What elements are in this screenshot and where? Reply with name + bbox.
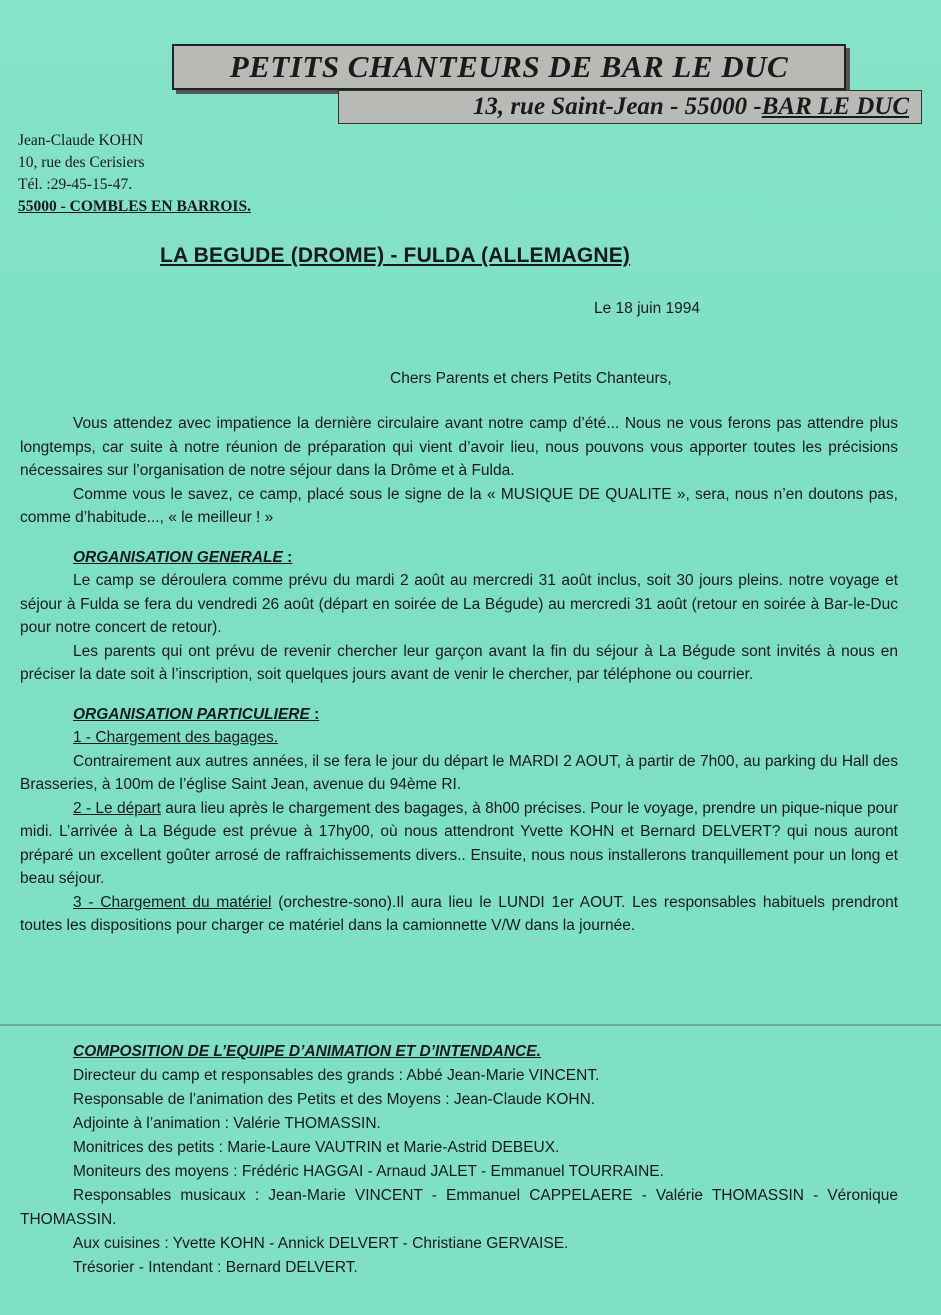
team-composition — [20, 1040, 898, 1280]
item-2-title: 2 - Le départ — [73, 799, 161, 817]
general-heading-colon: : — [282, 548, 293, 566]
item-3-text: (orchestre-sono).Il aura lieu le LUNDI 1er AOUT. Les responsables habituels prendront toutes les dispositions pour charger ce matériel dans la camionnette V/W dans la journée. — [20, 893, 899, 934]
sender-phone: Tél. :29-45-15-47. — [18, 176, 133, 193]
item-3-title: 3 - Chargement du matériel — [73, 893, 272, 911]
sender-city: 55000 - COMBLES EN BARROIS. — [18, 198, 251, 215]
particular-heading-text: ORGANISATION PARTICULIERE — [73, 705, 310, 723]
particular-heading-colon: : — [309, 705, 320, 723]
sender-street: 10, rue des Cerisiers — [18, 154, 145, 171]
team-line: Directeur du camp et responsables des grands : Abbé Jean-Marie VINCENT. — [73, 1067, 600, 1084]
general-paragraph: Le camp se déroulera comme prévu du mardi 2 août au mercredi 31 août inclus, soit 30 jours pleins. notre voyage et séjour à Fulda se fera du vendredi 26 août (départ en soirée de La Bégude) au mercredi 31 août (retour en soirée à Bar-le-Duc pour notre concert de retour). — [20, 572, 898, 636]
letterhead-title: PETITS CHANTEURS DE BAR LE DUC — [229, 49, 789, 84]
team-line: Moniteurs des moyens : Frédéric HAGGAI - Arnaud JALET - Emmanuel TOURRAINE. — [73, 1163, 664, 1180]
general-paragraph: Les parents qui ont prévu de revenir chercher leur garçon avant la fin du séjour à La Bégude sont invités à nous en préciser la date soit à l’inscription, soit quelques jours avant de venir le chercher, par téléphone ou courrier. — [20, 642, 898, 683]
intro-paragraph: Comme vous le savez, ce camp, placé sous le signe de la « MUSIQUE DE QUALITE », sera, nous n’en doutons pas, comme d’habitude..., « le meilleur ! » — [20, 485, 898, 526]
item-2 — [20, 797, 898, 891]
team-line: Monitrices des petits : Marie-Laure VAUTRIN et Marie-Astrid DEBEUX. — [73, 1139, 560, 1156]
team-line: Adjointe à l’animation : Valérie THOMASSIN. — [73, 1115, 381, 1132]
item-3 — [20, 891, 898, 938]
team-line: Trésorier - Intendant : Bernard DELVERT. — [73, 1259, 358, 1276]
letter-body — [20, 412, 898, 938]
letterhead-address: 13, rue Saint-Jean - 55000 - — [472, 93, 762, 120]
letter-date: Le 18 juin 1994 — [594, 300, 701, 317]
greeting: Chers Parents et chers Petits Chanteurs, — [390, 370, 672, 387]
team-musical-line: Responsables musicaux : Jean-Marie VINCENT - Emmanuel CAPPELAERE - Valérie THOMASSIN - Véronique THOMASSIN. — [20, 1187, 898, 1228]
sender-name: Jean-Claude KOHN — [18, 132, 144, 149]
intro-paragraph: Vous attendez avec impatience la dernière circulaire avant notre camp d’été... Nous ne vous ferons pas attendre plus longtemps, car suite à notre réunion de préparation qui vient d’avoir lieu, nous pouvons vous apporter toutes les précisions nécessaires sur l’organisation de notre séjour dans la Drôme et à Fulda. — [20, 415, 898, 479]
page-fold-line — [0, 1024, 941, 1026]
item-2-text: aura lieu après le chargement des bagages, à 8h00 précises. Pour le voyage, prendre un pique-nique pour midi. L’arrivée à La Bégude est prévue à 17hy00, où nous attendront Yvette KOHN et Bernard DELVERT? qui nous auront préparé un excellent goûter arrosé de raffraichissements divers.. Ensuite, nous nous installerons tranquillement pour un long et beau séjour. — [20, 799, 898, 887]
team-heading: COMPOSITION DE L’EQUIPE D’ANIMATION ET D’INTENDANCE. — [73, 1043, 541, 1060]
letterhead-address-box — [338, 90, 922, 124]
item-1-title-text: 1 - Chargement des bagages. — [73, 729, 279, 746]
item-1-title — [20, 726, 898, 750]
item-1-text: Contrairement aux autres années, il se fera le jour du départ le MARDI 2 AOUT, à partir de 7h00, au parking du Hall des Brasseries, à 100m de l’église Saint Jean, avenue du 94ème RI. — [20, 752, 898, 793]
sender-address — [18, 130, 251, 218]
route-title: LA BEGUDE (DROME) - FULDA (ALLEMAGNE) — [160, 244, 631, 267]
section-heading-particular — [20, 703, 898, 727]
letterhead-city: BAR LE DUC — [761, 93, 909, 120]
team-line: Aux cuisines : Yvette KOHN - Annick DELVERT - Christiane GERVAISE. — [73, 1235, 569, 1252]
general-heading-text: ORGANISATION GENERALE — [73, 548, 283, 566]
section-heading-general — [20, 546, 898, 570]
letterhead-title-box — [172, 44, 846, 90]
team-line: Responsable de l’animation des Petits et des Moyens : Jean-Claude KOHN. — [73, 1091, 596, 1108]
